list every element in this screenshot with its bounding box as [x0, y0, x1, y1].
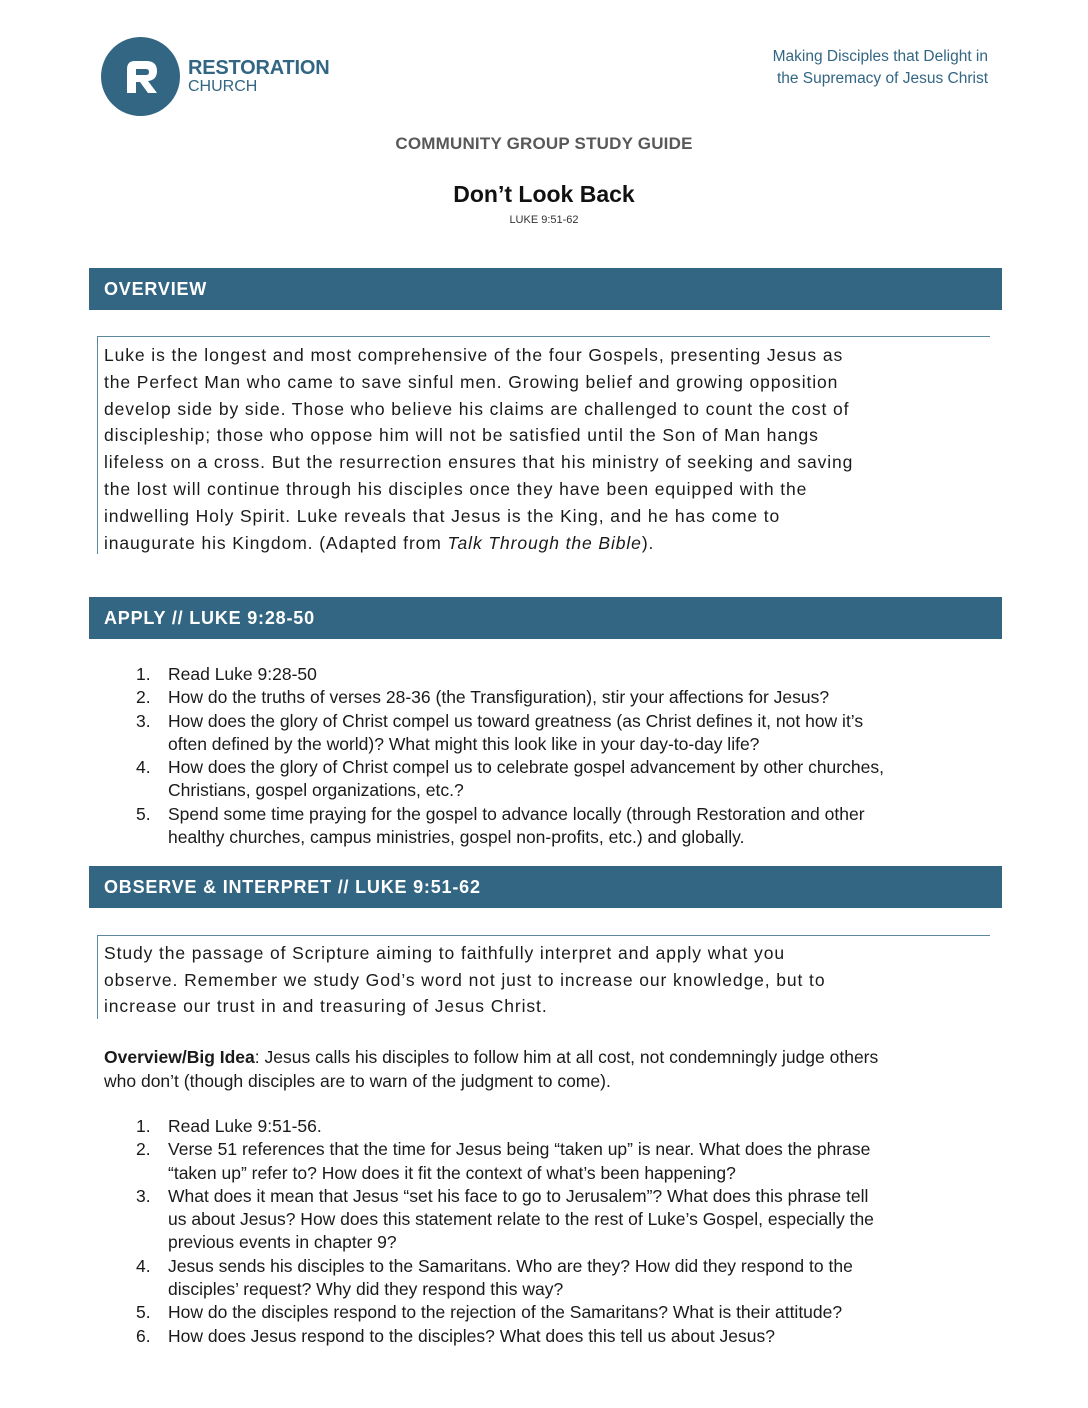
overview-line: develop side by side. Those who believe his claims are challenged to count the cost of — [104, 398, 850, 419]
item-number: 5. — [136, 1302, 151, 1323]
item-line: Verse 51 references that the time for Jesus being “taken up” is near. What does the phrase — [168, 1139, 871, 1160]
item-line: What does it mean that Jesus “set his face to go to Jerusalem”? What does this phrase tell — [168, 1185, 869, 1206]
scripture-reference: LUKE 9:51-62 — [509, 214, 579, 226]
item-line: Read Luke 9:28-50 — [168, 664, 317, 684]
overview-callout — [97, 336, 990, 554]
r-mark-icon — [113, 49, 169, 105]
item-number: 1. — [136, 664, 151, 684]
item-number: 2. — [136, 687, 151, 708]
observe-callout-line: Study the passage of Scripture aiming to faithfully interpret and apply what you — [104, 943, 785, 963]
list-item — [104, 1185, 994, 1255]
overview-last-line-start: inaugurate his Kingdom. (Adapted from — [104, 532, 448, 553]
overview-line — [104, 530, 990, 557]
item-line: How does the glory of Christ compel us to celebrate gospel advancement by other churches, — [168, 757, 884, 778]
list-item — [104, 663, 994, 686]
list-item — [104, 1138, 994, 1185]
item-number: 4. — [136, 1255, 151, 1276]
big-idea-text: : Jesus calls his disciples to follow him at all cost, not condemningly judge others — [254, 1047, 879, 1067]
big-idea-label: Overview/Big Idea — [104, 1047, 255, 1067]
logo-line-2: CHURCH — [188, 78, 258, 95]
item-line: disciples’ request? Why did they respond this way? — [168, 1279, 564, 1300]
tagline-line-2: the Supremacy of Jesus Christ — [776, 70, 988, 87]
tagline-line-1: Making Disciples that Delight in — [772, 48, 988, 65]
observe-question-list — [104, 1115, 994, 1348]
list-item — [104, 1255, 994, 1302]
observe-callout-line: observe. Remember we study God’s word not just to increase our knowledge, but to — [104, 969, 826, 990]
item-line: Jesus sends his disciples to the Samaritans. Who are they? How did they respond to the — [168, 1255, 853, 1276]
item-number: 3. — [136, 710, 151, 731]
item-line: How does the glory of Christ compel us toward greatness (as Christ defines it, not how it’s — [168, 710, 864, 731]
item-line: us about Jesus? How does this statement relate to the rest of Luke’s Gospel, especially the — [168, 1209, 874, 1230]
apply-heading-bar: APPLY // LUKE 9:28-50 — [89, 597, 1002, 639]
apply-question-list — [104, 663, 994, 849]
page-title: Don’t Look Back — [453, 181, 635, 207]
list-item — [104, 1301, 994, 1324]
overview-heading-bar: OVERVIEW — [89, 268, 1002, 310]
item-number: 6. — [136, 1325, 151, 1346]
overview-line: the lost will continue through his disciples once they have been equipped with the — [104, 478, 808, 499]
overview-line: indwelling Holy Spirit. Luke reveals that Jesus is the King, and he has come to — [104, 505, 781, 526]
guide-label: COMMUNITY GROUP STUDY GUIDE — [395, 134, 693, 153]
item-line: How do the truths of verses 28-36 (the Transfiguration), stir your affections for Jesus? — [168, 687, 830, 708]
item-line: “taken up” refer to? How does it fit the context of what’s been happening? — [168, 1162, 736, 1183]
item-line: Christians, gospel organizations, etc.? — [168, 780, 464, 801]
logo-line-1: RESTORATION — [188, 57, 330, 79]
item-number: 1. — [136, 1116, 151, 1136]
church-logo — [101, 37, 330, 116]
overview-line: lifeless on a cross. But the resurrection ensures that his ministry of seeking and saving — [104, 452, 854, 473]
list-item — [104, 710, 994, 757]
overview-line: Luke is the longest and most comprehensive of the four Gospels, presenting Jesus as — [104, 345, 844, 365]
item-line: Spend some time praying for the gospel to advance locally (through Restoration and other — [168, 803, 865, 824]
item-line: Read Luke 9:51-56. — [168, 1116, 322, 1136]
logo-wordmark — [188, 58, 330, 95]
observe-callout — [97, 935, 990, 1019]
item-line: previous events in chapter 9? — [168, 1232, 397, 1253]
overview-line: discipleship; those who oppose him will not be satisfied until the Son of Man hangs — [104, 425, 819, 446]
book-title: Talk Through the Bible — [447, 532, 642, 553]
list-item — [104, 803, 994, 850]
item-line: healthy churches, campus ministries, gospel non-profits, etc.) and globally. — [168, 827, 745, 848]
list-item — [104, 1115, 994, 1138]
item-number: 5. — [136, 803, 151, 824]
logo-r-icon — [101, 37, 180, 116]
item-line: often defined by the world)? What might this look like in your day-to-day life? — [168, 733, 760, 754]
item-number: 2. — [136, 1139, 151, 1160]
overview-last-line-end: ). — [641, 532, 655, 553]
big-idea-paragraph — [104, 1045, 994, 1093]
tagline — [773, 46, 988, 90]
big-idea-line: who don’t (though disciples are to warn of the judgment to come). — [104, 1071, 611, 1091]
list-item — [104, 1325, 994, 1348]
big-idea-line — [104, 1045, 994, 1069]
observe-callout-line: increase our trust in and treasuring of Jesus Christ. — [104, 996, 548, 1016]
list-item — [104, 686, 994, 709]
overview-line: the Perfect Man who came to save sinful men. Growing belief and growing opposition — [104, 371, 839, 392]
item-number: 3. — [136, 1185, 151, 1206]
item-line: How does Jesus respond to the disciples? What does this tell us about Jesus? — [168, 1325, 776, 1346]
item-line: How do the disciples respond to the rejection of the Samaritans? What is their attitude? — [168, 1302, 843, 1323]
item-number: 4. — [136, 757, 151, 778]
observe-heading-bar: OBSERVE & INTERPRET // LUKE 9:51-62 — [89, 866, 1002, 908]
list-item — [104, 756, 994, 803]
